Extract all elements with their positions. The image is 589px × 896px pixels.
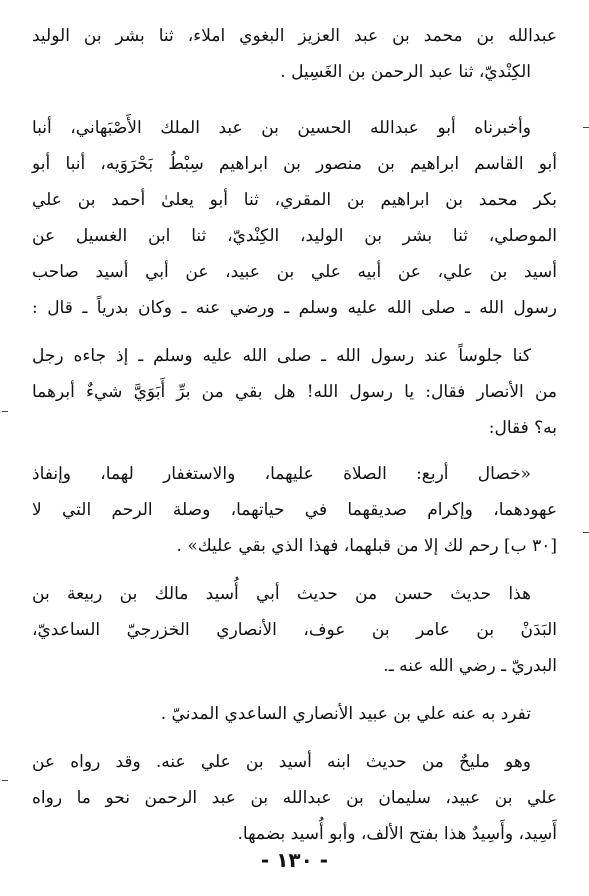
page-number: - ١٣٠ - [260,848,329,872]
text-line: عهودهما، وإكرام صديقهما في حياتهما، وصلة الرحم التي لا [32,500,557,520]
text-line: أَسِيد، وأَسِيدٌ هذا بفتح الألف، وأبو أُسيد بضمها. [237,824,557,844]
paragraph-hadith-question [32,338,557,446]
margin-mark [583,127,589,128]
text-line: عبدالله بن محمد بن عبد العزيز البغوي املاء، ثنا بشر بن الوليد [32,26,557,46]
text-line: من الأنصار فقال: يا رسول الله! هل بقي من برِّ أَبَوَيَّ شيءٌ أبرهما [32,382,557,402]
text-line: البَدَنْ بن عامر بن عوف، الأنصاري الخزرجيّ الساعديّ، [32,620,557,640]
paragraph-hadith-answer [32,456,557,564]
text-line: كنا جلوساً عند رسول الله ـ صلى الله عليه وسلم ـ إذ جاءه رجل [32,346,531,366]
text-line: بكر محمد بن ابراهيم بن المقري، ثنا أبو يعلىٰ أحمد بن علي [32,190,557,210]
text-line: به؟ فقال: [488,418,557,438]
text-line: تفرد به عنه علي بن عبيد الأنصاري الساعدي المدنيّ . [160,704,531,724]
paragraph-commentary [32,744,557,852]
margin-mark [2,411,8,412]
paragraph-isnad [32,110,557,326]
text-line: هذا حديث حسن من حديث أبي أُسيد مالك بن ربيعة بن [32,584,531,604]
text-line: البدريّ ـ رضي الله عنه ـ. [383,656,557,676]
text-line: الكِنْديّ، ثنا عبد الرحمن بن الغَسِيل . [280,62,531,82]
text-line: أبو القاسم ابراهيم بن منصور بن ابراهيم سِبْطُ بَحْرَوَيه، أنبا أبو [32,154,557,174]
paragraph-narrator-note [32,696,557,732]
text-line: علي بن عبيد، سليمان بن عبدالله بن عبد الرحمن نحو ما رواه [32,788,557,808]
margin-mark [583,532,589,533]
text-line: وهو مليحٌ من حديث ابنه أسيد بن علي عنه. وقد رواه عن [32,752,531,772]
paragraph-chain-continuation [32,18,557,90]
paragraph-grading [32,576,557,684]
margin-mark [2,780,8,781]
text-line: أسيد بن علي، عن أبيه علي بن عبيد، عن أبي أسيد صاحب [32,262,557,282]
text-column [32,18,557,852]
text-line: وأخبرناه أبو عبدالله الحسين بن عبد الملك الأَصْبَهاني، أنبا [32,118,531,138]
text-line: الموصلي، ثنا بشر بن الوليد، الكِنْديّ، ثنا ابن الغسيل عن [32,226,557,246]
text-line: «خصال أربع: الصلاة عليهما، والاستغفار لهما، وإنفاذ [32,464,531,484]
text-line: [٣٠ ب] رحم لك إلا من قبلهما، فهذا الذي بقي عليك» . [176,536,557,556]
text-line: رسول الله ـ صلى الله عليه وسلم ـ ورضي عنه ـ وكان بدرياً ـ قال : [32,298,557,318]
